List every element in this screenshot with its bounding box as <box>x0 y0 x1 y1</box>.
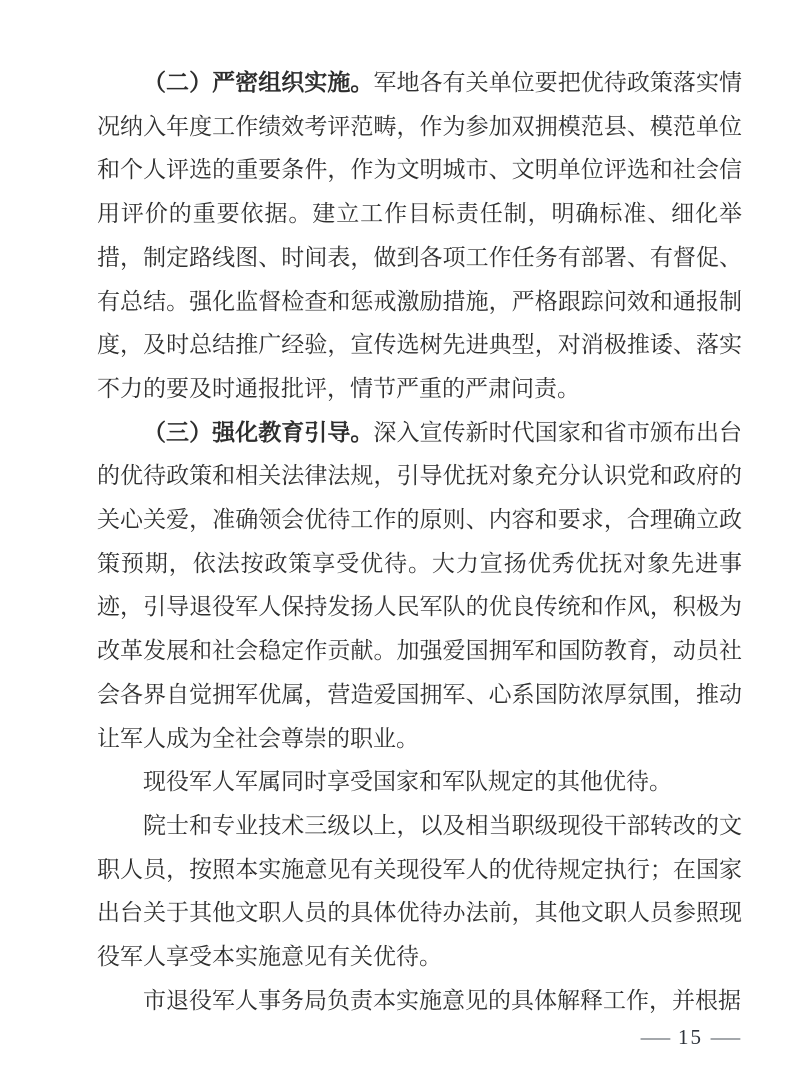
document-body <box>97 61 742 1022</box>
paragraph-interpretation-authority <box>97 979 742 1023</box>
page-number: 15 <box>678 1025 703 1049</box>
paragraph-text: 深入宣传新时代国家和省市颁布出台的优待政策和相关法律法规，引导优抚对象充分认识党和政府的关心关爱，准确领会优待工作的原则、内容和要求，合理确立政策预期，依法按政策享受优待。大力宣扬优秀优抚对象先进事迹，引导退役军人保持发扬人民军队的优良传统和作风，积极为改革发展和社会稳定作贡献。加强爱国拥军和国防教育，动员社会各界自觉拥军优属，营造爱国拥军、心系国防浓厚氛围，推动让军人成为全社会尊崇的职业。 <box>97 419 743 751</box>
paragraph-active-duty-benefits <box>97 760 742 804</box>
page-number-dash-right: — <box>710 1025 741 1049</box>
paragraph-2-organize-implementation <box>97 61 742 411</box>
paragraph-civilian-personnel <box>97 804 742 979</box>
page-number-dash-left: — <box>640 1025 671 1049</box>
paragraph-3-strengthen-education <box>97 411 742 761</box>
paragraph-text: 市退役军人事务局负责本实施意见的具体解释工作，并根据 <box>143 987 741 1013</box>
paragraph-text: 军地各有关单位要把优待政策落实情况纳入年度工作绩效考评范畴，作为参加双拥模范县、模范单位和个人评选的重要条件，作为文明城市、文明单位评选和社会信用评价的重要依据。建立工作目标责任制，明确标准、细化举措，制定路线图、时间表，做到各项工作任务有部署、有督促、有总结。强化监督检查和惩戒激励措施，严格跟踪问效和通报制度，及时总结推广经验，宣传选树先进典型，对消极推诿、落实不力的要及时通报批评，情节严重的严肃问责。 <box>97 70 743 401</box>
paragraph-text: 院士和专业技术三级以上，以及相当职级现役干部转改的文职人员，按照本实施意见有关现役军人的优待规定执行；在国家出台关于其他文职人员的具体优待办法前，其他文职人员参照现役军人享受本实施意见有关优待。 <box>97 812 742 970</box>
paragraph-lead: （二）严密组织实施。 <box>143 70 374 95</box>
paragraph-text: 现役军人军属同时享受国家和军队规定的其他优待。 <box>143 769 672 795</box>
paragraph-lead: （三）强化教育引导。 <box>143 419 374 445</box>
page-footer <box>640 1025 741 1050</box>
